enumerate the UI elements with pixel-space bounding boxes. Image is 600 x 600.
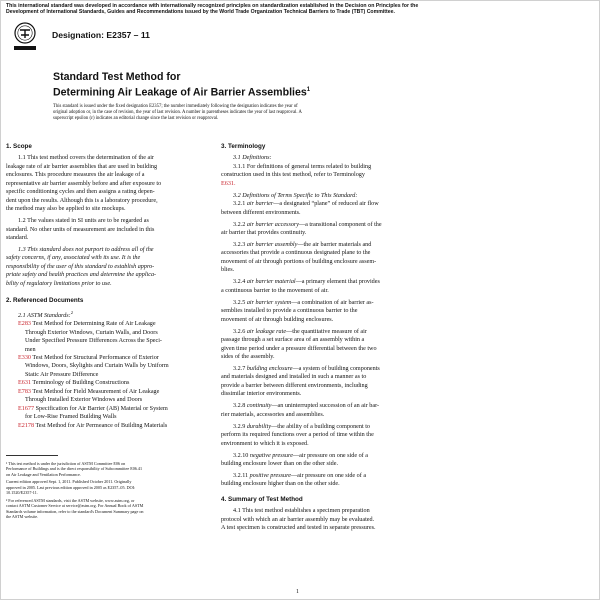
definition-text: sides of the assembly. [221,353,275,360]
reference-link-e2178[interactable]: E2178 [18,422,35,429]
definition-text: —air pressure on one side of a [291,472,367,479]
text-line: priate safety and health practices and determine the applica- [6,272,157,279]
footnote-line: Standards volume information, refer to the standard's Document Summary page on [6,508,144,514]
footnote-line: Current edition approved Sept. 1, 2011. Published October 2011. Originally [6,479,132,485]
reference-item-e783 [6,388,203,405]
terminology-link-e631[interactable]: E631. [221,180,236,187]
note-line: superscript epsilon (ε) indicates an editorial change since the last revision or reapproval. [53,116,219,122]
definition-text: movement of air through portions of building enclosure assem- [221,258,377,265]
definition-first-line [221,278,418,286]
definition-text: —an uninterrupted succession of an air bar- [271,403,380,410]
definition-text: environment to which it is exposed. [221,440,309,447]
definition-number: 3.2.7 [233,365,246,372]
definition-text: perform its required functions over a period of time within the [221,432,374,439]
definition-term: air barrier system [246,299,292,306]
definition-first-line [221,200,418,208]
text-line: bility of regulatory limitations prior to use. [6,280,112,287]
definition-text: building enclosure higher than on the other side. [221,481,340,488]
definition-first-line [221,299,418,307]
definition-text: —the ability of a building component to [271,423,370,430]
reference-text: Through Exterior Windows, Curtain Walls, and Doors [25,329,158,336]
footnote-mark: 2 [70,309,73,315]
definition-first-line [221,241,418,249]
definition-number: 3.2.3 [233,242,246,249]
definition-text: rier materials, accessories and assemblies. [221,411,325,418]
reference-text: Test Method for Air Permeance of Building Materials [35,422,168,429]
reference-text: Terminology of Building Constructions [32,380,130,387]
text-line: responsibility of the user of this standard to establish appro- [6,263,155,270]
footnote-divider [6,455,58,456]
text-line: 4.1 This test method establishes a specimen preparation [233,508,370,515]
definition-text: —a designated “plane” of reduced air flow [273,201,379,208]
astm-standards-label [6,309,203,321]
definition-item [221,241,418,275]
designation: Designation: E2357 – 11 [52,30,150,40]
definition-text: —the air barrier materials and [297,242,372,249]
reference-item-e1677 [6,405,203,422]
text-line: leakage rate of air barrier assemblies that are used in building [6,163,158,170]
definition-text: building enclosure lower than on the other side. [221,460,338,467]
left-column [6,143,203,430]
references-heading: 2. Referenced Documents [6,297,84,305]
definition-first-line [221,423,418,431]
definition-item [221,452,418,469]
reference-item-e330 [6,354,203,379]
reference-link-e283[interactable]: E283 [18,321,31,328]
definition-first-line [221,221,418,229]
definition-item [221,278,418,295]
definition-first-line [221,472,418,480]
text-line: the method may also be applied to site mockups. [6,206,126,213]
scope-para-3 [6,246,203,288]
definition-item [221,402,418,419]
text-line: standard. No other units of measurement are included in this [6,226,155,233]
definition-text: —a transitional component of the [299,221,382,228]
footnotes [6,461,206,520]
definition-text: semblies installed to provide a continuous barrier to the [221,308,358,315]
footnote-line: on Air Leakage and Ventilation Performance. [6,471,81,477]
definition-text: blies. [221,267,235,274]
text-line: 1.2 The values stated in SI units are to be regarded as [18,218,149,225]
header-notice [6,3,592,16]
note-line: original adoption or, in the case of revision, the year of last revision. A number in parentheses indicates the year of last reapproval. A [53,110,302,116]
reference-link-e783[interactable]: E783 [18,388,31,395]
definition-item [221,221,418,238]
definition-text: and materials designed and installed in such a manner as to [221,374,367,381]
definition-text: accessories that provide a continuous designated plane to the [221,250,371,257]
text-line: protocol with which an air barrier assembly may be evaluated. [221,516,375,523]
definition-number: 3.2.8 [233,403,246,410]
definition-number: 3.2.5 [233,299,246,306]
text-line: 1.1 This test method covers the determination of the air [18,155,154,162]
reference-text: Under Specified Pressure Differences Across the Speci- [25,338,162,345]
reference-text: for Low-Rise Framed Building Walls [25,414,117,421]
footnote-line: the ASTM website. [6,514,39,520]
definition-text: —air pressure on one side of a [292,452,368,459]
reference-item-e283 [6,320,203,354]
definition-term: air barrier [246,201,274,208]
page-number: 1 [296,589,299,595]
footnote-line: ¹ This test method is under the jurisdiction of ASTM Committee E06 on [6,461,126,466]
definition-text: between different environments. [221,209,301,216]
definition-number: 3.2.1 [233,201,246,208]
definitions-list [221,200,418,489]
text-line: enclosures. This procedure measures the air leakage of a [6,172,145,179]
definition-term: continuity [246,403,272,410]
reference-item-e2178 [6,422,203,430]
note-line: This standard is issued under the fixed designation E2357; the number immediately following the designation indicates the year of [53,104,298,109]
definition-item [221,328,418,362]
footnote-line: Performance of Buildings and is the direct responsibility of Subcommittee E06.41 [6,466,143,472]
specific-definitions-label: 3.2 Definitions of Terms Specific to This Standard: [233,192,358,199]
definition-first-line [221,365,418,373]
definition-text: given time period under a pressure differential between the two [221,345,377,352]
definitions-label: 3.1 Definitions: [233,155,272,162]
definition-term: building enclosure [246,365,293,372]
footnote-line: ² For referenced ASTM standards, visit the ASTM website, www.astm.org, or [6,497,135,503]
title-text: Determining Air Leakage of Air Barrier Assemblies [53,86,307,99]
reference-text: Static Air Pressure Difference [25,371,99,378]
definition-text: —a system of building components [292,365,380,372]
definition-item [221,200,418,217]
reference-text: Test Method for Determining Rate of Air Leakage [32,321,156,328]
astm-standards-text: 2.1 ASTM Standards: [18,312,71,319]
reference-link-e330[interactable]: E330 [18,355,31,362]
terminology-heading: 3. Terminology [221,143,266,150]
definition-term: air leakage rate [246,328,287,335]
reference-text: Windows, Doors, Skylights and Curtain Walls by Uniform [25,363,169,370]
reference-text: Test Method for Structural Performance of Exterior [32,355,159,362]
scope-para-2 [6,217,203,242]
standard-issuance-note [53,104,553,122]
summary-heading: 4. Summary of Test Method [221,495,303,503]
definition-term: negative pressure [249,452,293,459]
title-footnote-mark: 1 [306,86,311,93]
definition-item [221,299,418,324]
definition-number: 3.2.6 [233,328,246,335]
definition-term: air barrier assembly [246,242,298,249]
text-line: dent upon the results. Although this is a laboratory procedure, [6,197,158,204]
title-line-1: Standard Test Method for [53,71,181,83]
definition-text: air barrier that provides continuity. [221,230,307,237]
definition-term: durability [246,423,272,430]
header-notice-line: This international standard was developed in accordance with internationally recognized principles on standardization established in the Decision on Principles for the [6,3,419,9]
reference-text: Specification for Air Barrier (AB) Material or System [35,405,168,412]
title-line-2 [53,84,310,99]
text-line: representative air barrier assembly before and after exposure to [6,180,162,187]
definition-item [221,365,418,399]
scope-para-1 [6,154,203,213]
definition-text: dissimilar interior environments. [221,391,302,398]
reference-text: men [25,346,36,353]
text-line: 1.3 This standard does not purport to address all of the [18,246,154,253]
definition-first-line [221,452,418,460]
definition-number: 3.2.11 [233,472,249,479]
definition-text: provide a barrier between different environments, including [221,382,368,389]
text-line: A test specimen is constructed and tested in separate pressures. [221,525,376,532]
definition-term: air barrier material [246,279,296,286]
definition-first-line [221,328,418,336]
definition-first-line [221,402,418,410]
reference-text: Through Installed Exterior Windows and Doors [25,397,143,404]
reference-link-e1677[interactable]: E1677 [18,405,35,412]
right-column [221,143,418,533]
definition-text: a continuous barrier to the movement of air. [221,287,329,294]
definition-number: 3.2.9 [233,423,246,430]
text-line: construction used in this test method, refer to Terminology [221,172,365,179]
definition-item [221,423,418,448]
scope-heading: 1. Scope [6,143,32,150]
text-line: standard. [6,235,29,242]
definition-text: movement of air through building enclosures. [221,316,334,323]
definition-term: positive pressure [249,472,292,479]
astm-logo [14,22,36,52]
document-title [53,71,310,99]
definition-text: —a primary element that provides [295,279,380,286]
definition-number: 3.2.2 [233,221,246,228]
definition-number: 3.2.10 [233,452,249,459]
definition-text: —a combination of air barrier as- [291,299,374,306]
footnote-line: contact ASTM Customer Service at service@astm.org. For Annual Book of ASTM [6,503,144,509]
definition-number: 3.2.4 [233,279,246,286]
definition-item [221,472,418,489]
reference-item-e631 [6,379,203,387]
definition-text: —the quantitative measure of air [286,328,367,335]
header-notice-line: Development of International Standards, Guides and Recommendations issued by the World Trade Organization Technical Barriers to Trade (TBT) Committee. [6,9,395,16]
definition-term: air barrier accessory [246,221,300,228]
text-line: specific conditioning cycles and then assigns a rating depen- [6,189,155,196]
reference-link-e631[interactable]: E631 [18,380,31,387]
text-line: 3.1.1 For definitions of general terms related to building [233,163,372,170]
text-line: safety concerns, if any, associated with its use. It is the [6,255,141,262]
footnote-line: approved in 2005. Last previous edition approved in 2005 as E2357–05. DOI: [6,484,136,490]
definition-text: passage through a set surface area of an assembly within a [221,337,365,344]
reference-text: Test Method for Field Measurement of Air Leakage [32,388,160,395]
footnote-line: 10.1520/E2357-11. [6,490,38,496]
